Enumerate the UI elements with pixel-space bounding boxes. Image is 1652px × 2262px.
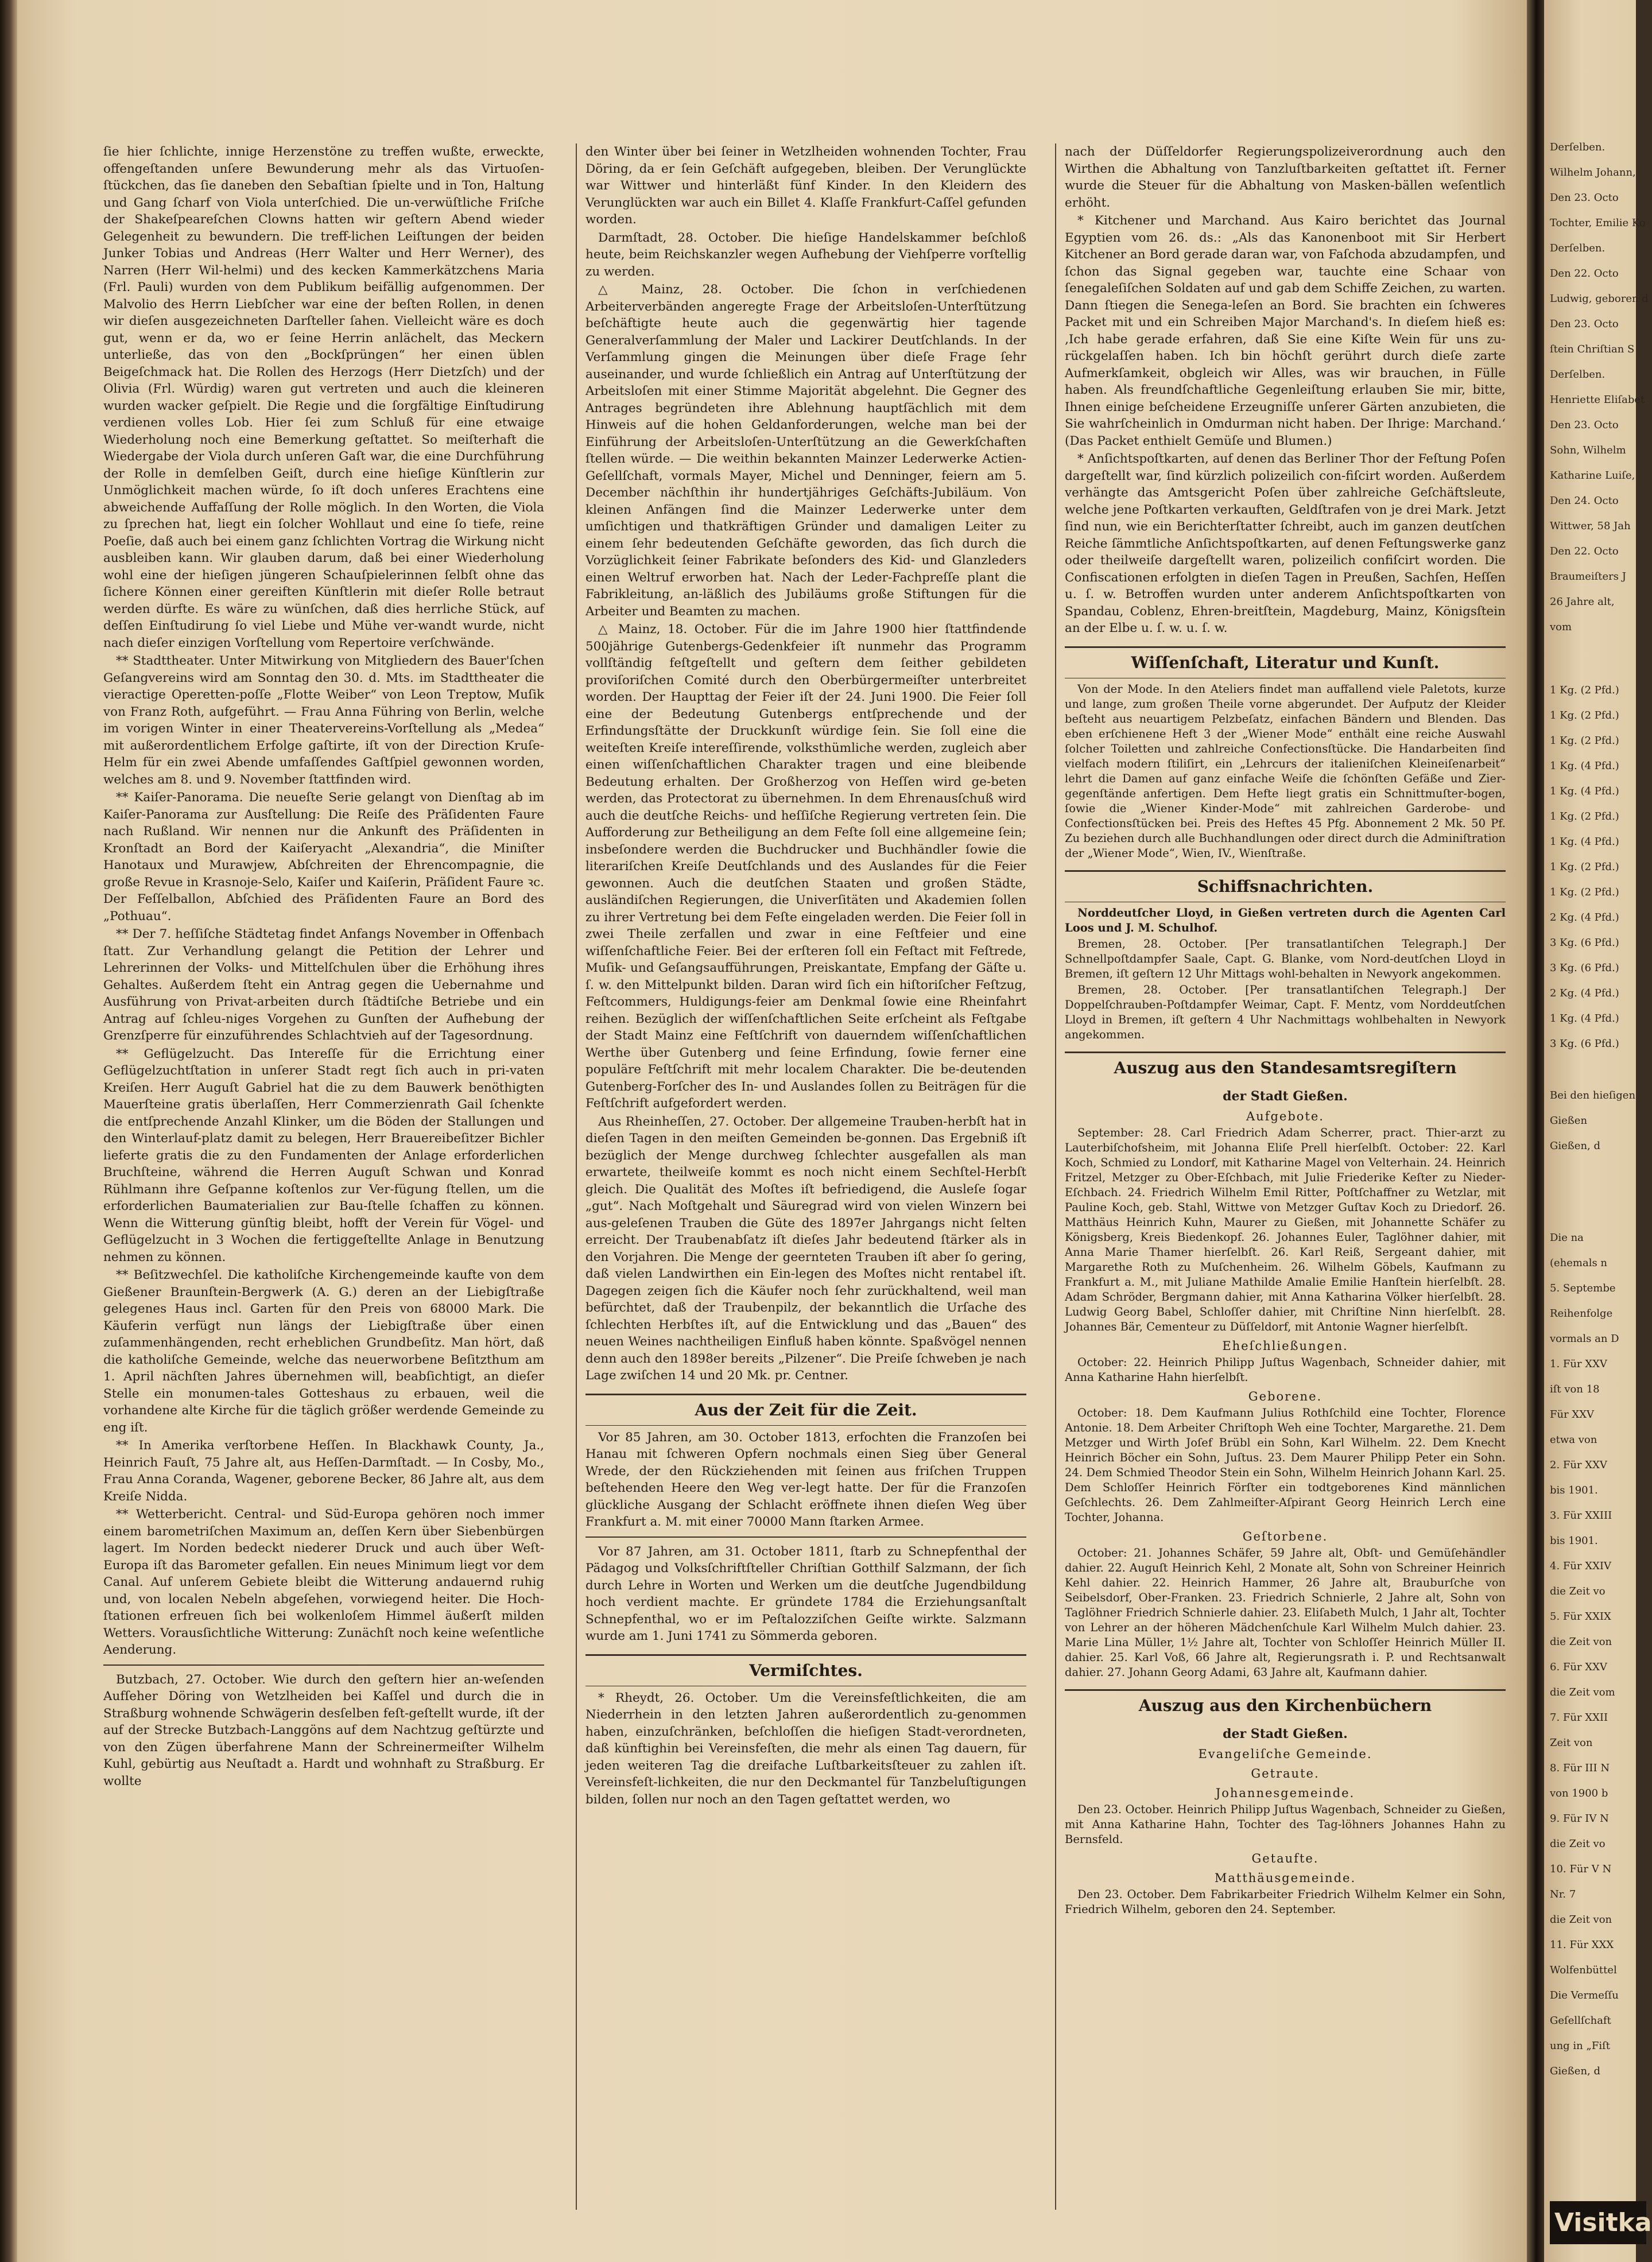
article-mode: Von der Mode. In den Ateliers findet man auffallend viele Paletots, kurze und lange, zum großen Theile vorne abgerundet. Der Aufputz der Kleider beſteht aus neuartigem Pelzbeſatz, einfachen Bändern und Blenden. Das eben erſchienene Heft 3 der „Wiener Mode“ enthält eine reiche Auswahl ſolcher Toiletten und zahlreiche Confectionsſtücke. Die Handarbeiten ſind vielfach modern ſtiliſirt, ein „Lehrcurs der italieniſchen Kleineiſenarbeit“ lehrt die Damen auf ganz einfache Weiſe die ſchönſten Gefäße und Zier-gegenſtände anfertigen. Dem Hefte liegt gratis ein Schnittmuſter-bogen, ſowie die „Wiener Kinder-Mode“ mit zahlreichen Garderobe- und Confectionsſtücken bei. Preis des Heftes 45 Pfg. Abonnement 2 Mk. 50 Pf. Zu beziehen durch alle Buchhandlungen oder direct durch die Adminiſtration der „Wiener Mode“, Wien, IV., Wienſtraße. — [1065, 682, 1506, 860]
article-zeit-1813: Vor 85 Jahren, am 30. October 1813, erfochten die Franzoſen bei Hanau mit ſchweren Opfern nochmals einen Sieg über General Wrede, der den Rückziehenden mit ſeinen aus friſchen Truppen beſtehenden Heere den Weg ver-legt hatte. Der für die Franzoſen glückliche Ausgang der Schlacht eröffnete ihnen dieſen Weg über Frankfurt a. M. mit einer 70000 Mann ſtarken Armee. — [585, 1430, 1026, 1529]
subheading-geborene: Geborene. — [1248, 1389, 1323, 1403]
adjacent-page-line: Sohn, Wilhelm — [1550, 444, 1626, 456]
adjacent-page-line: Den 23. Octo — [1550, 419, 1619, 431]
schiff-lloyd-agents: Norddeutſcher Lloyd, in Gießen vertreten durch die Agenten Carl Loos und J. M. Schulhof. — [1065, 906, 1506, 934]
article-butzbach: Butzbach, 27. October. Wie durch den geſtern hier an-weſenden Aufſeher Döring von Wetzlheiden bei Kaſſel und durch die in Straßburg wohnende Schwägerin desſelben feſt-geſtellt wurde, iſt der auf der Strecke Butzbach-Langgöns auf dem Nachtzug geſtürzte und von den Zügen überfahrene Mann der Schreinermeiſter Wilhelm Kuhl, gebürtig aus Neuſtadt a. Hardt und wohnhaft zu Straßburg. Er wollte — [103, 1672, 544, 1788]
adjacent-page-line: Nr. 7 — [1550, 1888, 1576, 1900]
list-geborene: October: 18. Dem Kaufmann Julius Rothſchild eine Tochter, Florence Antonie. 18. Dem Arbeiter Chriſtoph Weh eine Tochter, Margarethe. 21. Dem Metzger und Wirth Joſef Brübl ein Sohn, Karl Wilhelm. 22. Dem Knecht Heinrich Böcher ein Sohn, Juſtus. 23. Dem Maurer Philipp Peter ein Sohn. 24. Dem Schmied Theodor Stein ein Sohn, Wilhelm Heinrich Johann Karl. 25. Dem Schloſſer Heinrich Förſter ein todtgeborenes Kind männlichen Geſchlechts. 26. Dem Zahlmeiſter-Aſpirant Georg Heinrich Lerch eine Tochter, Johanna. — [1065, 1406, 1506, 1524]
adjacent-page-line: vormals an D — [1550, 1333, 1619, 1345]
adjacent-page-line: Henriette Eliſabet — [1550, 394, 1645, 406]
adjacent-page-line: 26 Jahre alt, — [1550, 596, 1615, 608]
column-2 — [585, 143, 1026, 2244]
adjacent-page-line: Die Vermeſſu — [1550, 1989, 1619, 2001]
article-rheydt-continued: nach der Düſſeldorfer Regierungspolizeiverordnung auch den Wirthen die Abhaltung von Tanzluſtbarkeiten geſtattet iſt. Ferner wurde die Steuer für die Abhaltung von Masken-bällen weſentlich erhöht. — [1065, 145, 1506, 210]
adjacent-page-line: 11. Für XXX — [1550, 1939, 1614, 1951]
adjacent-page-line: 1. Für XXV — [1550, 1358, 1607, 1370]
adjacent-page-line: von 1900 b — [1550, 1787, 1608, 1799]
subheading-stadt-giessen: der Stadt Gießen. — [1223, 1088, 1348, 1104]
subheading-getraute: Getraute. — [1251, 1766, 1320, 1780]
adjacent-page-line: Gießen — [1550, 1115, 1588, 1127]
column-1 — [103, 143, 544, 2244]
adjacent-page-line: Den 23. Octo — [1550, 318, 1619, 330]
adjacent-page-line: 1 Kg. (2 Pfd.) — [1550, 709, 1619, 721]
adjacent-page-line: die Zeit vo — [1550, 1838, 1606, 1850]
adjacent-page-line: Den 24. Octo — [1550, 495, 1619, 507]
adjacent-page-line: bis 1901. — [1550, 1535, 1598, 1547]
adjacent-page-line: 10. Für V N — [1550, 1863, 1612, 1875]
adjacent-page-line: bis 1901. — [1550, 1484, 1598, 1496]
adjacent-page-line: 1 Kg. (2 Pfd.) — [1550, 735, 1619, 747]
adjacent-page-line: 8. Für III N — [1550, 1762, 1610, 1774]
adjacent-page-line: ung in „Fiſt — [1550, 2040, 1610, 2052]
adjacent-page-line: Ludwig, geboren d — [1550, 293, 1649, 305]
subheading-matthaeusgemeinde: Matthäusgemeinde. — [1214, 1871, 1356, 1885]
article-butzbach-continued: den Winter über bei ſeiner in Wetzlheiden wohnenden Tochter, Frau Döring, da er ſein Geſchäft aufgegeben, bleiben. Der Verunglückte war Wittwer und hinterläßt fünf Kinder. In den Kleidern des Verunglückten war auch ein Billet 4. Klaſſe Frankfurt-Caſſel gefunden worden. — [585, 145, 1026, 227]
adjacent-page-line: 2. Für XXV — [1550, 1459, 1607, 1471]
adjacent-page-line: (ehemals n — [1550, 1257, 1608, 1269]
subheading-kirchen-stadt: der Stadt Gießen. — [1223, 1726, 1348, 1741]
subheading-eheschliessungen: Eheſchließungen. — [1222, 1338, 1348, 1353]
adjacent-page-fragment — [1544, 0, 1649, 2262]
adjacent-page-line: Den 22. Octo — [1550, 545, 1619, 557]
adjacent-page-line: 1 Kg. (4 Pfd.) — [1550, 785, 1619, 797]
adjacent-page-line: Derſelben. — [1550, 368, 1606, 381]
adjacent-page-line: etwa von — [1550, 1434, 1597, 1446]
subheading-aufgebote: Aufgebote. — [1246, 1109, 1324, 1123]
article-theater-review: ſie hier ſchlichte, innige Herzenstöne zu treffen wußte, erweckte, offengeſtanden unſere Bewunderung mehr als das Virtuoſen-ſtückchen, das ſie daneben den Sebaſtian ſpielte und in Ton, Haltung und Gang ſcharf von Viola unterſchied. Die un-verwüſtliche Friſche der Shakeſpeareſchen Clowns hatten wir geſtern Abend wieder Gelegenheit zu bewundern. Die treff-lichen Leiſtungen der beiden Junker Tobias und Andreas (Herr Walter und Herr Werner), des Narren (Herr Wil-helmi) und des kecken Kammerkätzchens Maria (Frl. Pauli) wurden von dem Publikum beifällig aufgenommen. Der Malvolio des Herrn Liebſcher war eine der beſten Rollen, in denen wir dieſen ausgezeichneten Darſteller ſahen. Vielleicht wäre es doch gut, wenn er da, wo er ſeine Herrin anlächelt, das Meckern unterließe, das von den „Bockſprüngen“ her einen üblen Beigeſchmack hat. Die Rollen des Herzogs (Herr Dietzſch) und der Olivia (Frl. Würdig) waren gut vertreten und auch die kleineren wurden wacker geſpielt. Die Regie und die ſorgfältige Einſtudirung verdienen volles Lob. Hier ſei zum Schluß für eine etwaige Wiederholung noch eine Bemerkung geſtattet. So meiſterhaft die Wiedergabe der Viola durch unſeren Gaſt war, die eine Durchführung der Rolle in demſelben Geiſt, durch eine hieſige Künſtlerin zur Unmöglichkeit machen würde, ſo iſt doch unſeres Erachtens eine abweichende Auffaſſung der Rolle möglich. In den Worten, die Viola zu ſprechen hat, liegt ein ſolcher Wohllaut und eine ſo tiefe, reine Poeſie, daß auch bei einem ganz ſchlichten Vortrag die Wirkung nicht ausbleiben kann. Wir glauben darum, daß bei einer Wiederholung wohl eine der hieſigen jüngeren Schauſpielerinnen ſelbſt ohne das ſichere Können einer gereiften Künſtlerin mit dieſer Rolle betraut werden dürfte. Es wäre zu wünſchen, daß dies herrliche Stück, auf deſſen Einſtudirung ſo viel Liebe und Mühe ver-wandt wurde, nicht nach dieſer einzigen Vorſtellung vom Repertoire verſchwände. — [103, 145, 544, 650]
article-darmstadt: Darmſtadt, 28. October. Die hieſige Handelskammer beſchloß heute, beim Reichskanzler wegen Aufhebung der Viehſperre vorſtellig zu werden. — [585, 230, 1026, 279]
schiff-weimar: Bremen, 28. October. [Per transatlantiſchen Telegraph.] Der Doppelſchrauben-Poſtdampfer Weimar, Capt. F. Mentz, vom Norddeutſchen Lloyd in Bremen, iſt geſtern 4 Uhr Nachmittags wohlbehalten in Newyork angekommen. — [1065, 983, 1506, 1041]
adjacent-page-line: 1 Kg. (4 Pfd.) — [1550, 1012, 1619, 1025]
adjacent-page-line: Die na — [1550, 1232, 1584, 1244]
adjacent-page-line: Katharine Luiſe, — [1550, 470, 1635, 482]
subheading-johannesgemeinde: Johannesgemeinde. — [1215, 1786, 1355, 1800]
article-ansichtspostkarten: * Anſichtspoſtkarten, auf denen das Berliner Thor der Feſtung Poſen dargeſtellt war, ſind kürzlich polizeilich con-fiſcirt worden. Außerdem verhängte das Amtsgericht Poſen über zahlreiche Geſchäftsleute, welche jene Poſtkarten verkauften, Geldſtrafen von je drei Mark. Jetzt ſind nun, wie ein Berichterſtatter ſchreibt, auch im ganzen deutſchen Reiche ſämmtliche Anſichtspoſtkarten, auf denen Feſtungswerke ganz oder theilweiſe dargeſtellt waren, polizeilich confiſcirt worden. Die Confiscationen erfolgten in dieſen Tagen in Preußen, Sachſen, Heſſen u. ſ. w. Betroffen wurden unter anderem Anſichtspoſtkarten von Spandau, Coblenz, Ehren-breitſtein, Magdeburg, Mainz, Königsſtein an der Elbe u. ſ. w. u. ſ. w. — [1065, 452, 1506, 635]
subheading-getaufte: Getaufte. — [1251, 1851, 1319, 1865]
list-eheschliessungen: October: 22. Heinrich Philipp Juſtus Wagenbach, Schneider dahier, mit Anna Katharine Hahn hierſelbſt. — [1065, 1355, 1506, 1384]
adjacent-page-line: Wolfenbüttel — [1550, 1964, 1617, 1976]
subheading-evangelische-gemeinde: Evangeliſche Gemeinde. — [1198, 1747, 1372, 1761]
adjacent-page-line: 3 Kg. (6 Pfd.) — [1550, 1038, 1619, 1050]
adjacent-page-line: 7. Für XXII — [1550, 1712, 1608, 1724]
adjacent-page-line: die Zeit von — [1550, 1636, 1612, 1648]
adjacent-page-line: Den 23. Octo — [1550, 192, 1619, 204]
adjacent-page-line: 6. Für XXV — [1550, 1661, 1607, 1673]
article-mainz-arbeitslose: △ Mainz, 28. October. Die ſchon in verſchiedenen Arbeiterverbänden angeregte Frage der Arbeitsloſen-Unterſtützung beſchäftigte heute auch die gegenwärtig hier tagende Generalverſammlung der Maler und Lackirer Deutſchlands. In der Verſammlung gingen die Meinungen über dieſe Frage ſehr auseinander, und wurde ſchließlich ein Antrag auf Unterſtützung der Arbeitsloſen mit einer Stimme Majorität abgelehnt. Die Gegner des Antrages begründeten ihre Ablehnung hauptſächlich mit dem Hinweis auf die hohen Geldanforderungen, welche man bei der Einführung der Arbeitsloſen-Unterſtützung an die Gewerkſchaften ſtellen würde. — Die weithin bekannten Mainzer Lederwerke Actien-Geſellſchaft, vormals Mayer, Michel und Denninger, feiern am 5. December nächſthin ihr hundertjähriges Geſchäfts-Jubiläum. Von kleinen Anfängen ſind die Mainzer Lederwerke unter dem umſichtigen und thatkräftigen Gründer und damaligen Leiter zu einem ſehr bedeutenden Geſchäfte geworden, das ſich durch die Vorzüglichkeit ſeiner Fabrikate beſonders des Kid- und Glanzleders einen Weltruf erworben hat. Nach der Leder-Fachpreſſe plant die Fabrikleitung, an-läßlich des Jubiläums große Stiftungen für die Arbeiter und Beamten zu machen. — [585, 282, 1026, 619]
adjacent-page-line: Den 22. Octo — [1550, 267, 1619, 280]
list-getaufte: Den 23. October. Dem Fabrikarbeiter Friedrich Wilhelm Kelmer ein Sohn, Friedrich Wilhelm, geboren den 24. September. — [1065, 1887, 1506, 1916]
adjacent-page-line: Für XXV — [1550, 1409, 1595, 1421]
adjacent-page-line: 9. Für IV N — [1550, 1813, 1609, 1825]
adjacent-page-line: Gießen, d — [1550, 2065, 1601, 2077]
adjacent-page-line: die Zeit vo — [1550, 1585, 1606, 1597]
section-heading-vermischtes: Vermiſchtes. — [585, 1654, 1026, 1686]
section-heading-standesamt: Auszug aus den Standesamtsregiſtern — [1065, 1052, 1506, 1083]
adjacent-page-line: Derſelben. — [1550, 242, 1606, 254]
adjacent-page-line: Reihenfolge — [1550, 1307, 1613, 1320]
article-stadttheater: ** Stadttheater. Unter Mitwirkung von Mitgliedern des Bauer'ſchen Geſangvereins wird am Sonntag den 30. d. Mts. im Stadttheater die vieractige Operetten-poſſe „Flotte Weiber“ von Leon Treptow, Muſik von Franz Roth, aufgeführt. — Frau Anna Führing von Berlin, welche im vorigen Winter in einer Theatervereins-Vorſtellung als „Medea“ mit außerordentlichem Erfolge gaſtirte, iſt von der Direction Kruſe-Helm für ein zwei Abende umfaſſendes Gaſtſpiel gewonnen worden, welches am 8. und 9. November ſtattfinden wird. — [103, 654, 544, 787]
article-kaiser-panorama: ** Kaiſer-Panorama. Die neueſte Serie gelangt von Dienſtag ab im Kaiſer-Panorama zur Ausſtellung: Die Reiſe des Präſidenten Faure nach Rußland. Wir nennen nur die Ankunft des Präſidenten in Kronſtadt an Bord der Kaiſeryacht „Alexandria“, die Miniſter Hanotaux und Murawjew, Abſchreiten der Ehrencompagnie, die große Revue in Krasnoje-Selo, Kaiſer und Kaiſerin, Präſident Faure ꝛc. Der Feſſelballon, Abſchied des Präſidenten Faure an Bord des „Pothuau“. — [103, 790, 544, 924]
list-getraute: Den 23. October. Heinrich Philipp Juſtus Wagenbach, Schneider zu Gießen, mit Anna Katharine Hahn, Tochter des Tag-löhners Johannes Hahn zu Bernsfeld. — [1065, 1802, 1506, 1846]
adjacent-page-line: 3 Kg. (6 Pfd.) — [1550, 937, 1619, 949]
list-gestorbene: October: 21. Johannes Schäfer, 59 Jahre alt, Obſt- und Gemüſehändler dahier. 22. Auguſt Heinrich Kehl, 2 Monate alt, Sohn von Schreiner Heinrich Kehl dahier. 22. Heinrich Hammer, 26 Jahre alt, Brauburſche von Seibelsdorf, Ober-Franken. 23. Friedrich Schnierle, 2 Jahre alt, Sohn von Taglöhner Friedrich Schnierle dahier. 23. Eliſabeth Mulch, 1 Jahr alt, Tochter von Lehrer an der höheren Mädchenſchule Karl Wilhelm Mulch dahier. 23. Marie Lina Müller, 1½ Jahre alt, Tochter von Schloſſer Heinrich Müller II. dahier. 25. Karl Voß, 66 Jahre alt, Regierungsrath i. P. und Rechtsanwalt dahier. 27. Johann Georg Adami, 63 Jahre alt, Kaufmann dahier. — [1065, 1546, 1506, 1679]
list-aufgebote: September: 28. Carl Friedrich Adam Scherrer, pract. Thier-arzt zu Lauterbiſchofsheim, mit Johanna Eliſe Prell hierſelbſt. October: 22. Karl Koch, Schmied zu Londorf, mit Katharine Magel von Velterhain. 24. Heinrich Fritzel, Metzger zu Ober-Eſchbach, mit Julie Friederike Keſter zu Nieder-Eſchbach. 24. Friedrich Wilhelm Emil Ritter, Poſtſchaffner zu Wetzlar, mit Pauline Koch, geb. Stahl, Wittwe von Metzger Guſtav Koch zu Driedorf. 26. Matthäus Heinrich Kuhn, Maurer zu Gießen, mit Johannette Schäfer zu Königsberg, Kreis Biedenkopf. 26. Johannes Euler, Taglöhner dahier, mit Anna Marie Thamer hierſelbſt. 26. Karl Reiß, Sergeant dahier, mit Margarethe Roth zu Muſchenheim. 26. Wilhelm Göbels, Kaufmann zu Frankfurt a. M., mit Juliane Mathilde Amalie Emilie Hanſtein hierſelbſt. 28. Adam Schröder, Bergmann dahier, mit Anna Katharina Völker hierſelbſt. 28. Ludwig Georg Babel, Schloſſer dahier, mit Chriſtine Ninn hierſelbſt. 28. Johannes Bär, Cementeur zu Düſſeldorf, mit Antonie Wagner hierſelbſt. — [1065, 1126, 1506, 1333]
schiff-saale: Bremen, 28. October. [Per transatlantiſchen Telegraph.] Der Schnellpoſtdampfer Saale, Capt. G. Blanke, vom Nord-deutſchen Lloyd in Bremen, iſt geſtern 12 Uhr Mittags wohl-behalten in Newyork angekommen. — [1065, 937, 1506, 980]
adjacent-page-line: 2 Kg. (4 Pfd.) — [1550, 987, 1619, 999]
adjacent-page-line: 3. Für XXIII — [1550, 1510, 1612, 1522]
adjacent-page-line: Bei den hieſigen — [1550, 1089, 1636, 1101]
column-3 — [1065, 143, 1506, 2244]
subheading-gestorbene: Geſtorbene. — [1242, 1529, 1328, 1543]
adjacent-page-line: 2 Kg. (4 Pfd.) — [1550, 911, 1619, 924]
adjacent-page-line: Wilhelm Johann, — [1550, 166, 1636, 179]
section-heading-schiffsnachrichten: Schiffsnachrichten. — [1065, 870, 1506, 902]
adjacent-page-line: Zeit von — [1550, 1737, 1593, 1749]
adjacent-page-line: 3 Kg. (6 Pfd.) — [1550, 962, 1619, 974]
page-gutter — [1527, 0, 1544, 2262]
adjacent-page-line: 5. Für XXIX — [1550, 1611, 1611, 1623]
adjacent-page-line: Derſelben. — [1550, 141, 1606, 153]
adjacent-page-line: Gießen, d — [1550, 1140, 1601, 1152]
section-heading-kirchenbuecher: Auszug aus den Kirchenbüchern — [1065, 1689, 1506, 1721]
adjacent-page-line: Braumeiſters J — [1550, 571, 1626, 583]
adjacent-page-line: vom — [1550, 621, 1572, 633]
book-binding — [0, 0, 17, 2262]
adjacent-page-line: Wittwer, 58 Jah — [1550, 520, 1631, 532]
article-mainz-gutenberg: △ Mainz, 18. October. Für die im Jahre 1900 hier ſtattfindende 500jährige Gutenbergs-Gedenkfeier iſt nunmehr das Programm vollſtändig feſtgeſtellt und geſtern dem ſeither gebildeten proviſoriſchen Comité durch den Oberbürgermeiſter unterbreitet worden. Der Haupttag der Feier iſt der 24. Juni 1900. Die Feier ſoll eine der Bedeutung Gutenbergs entſprechende und der Erfindungsſtätte der Druckkunſt würdige ſein. Sie ſoll eine die weiteſten Kreiſe intereſſirende, volksthümliche werden, zugleich aber einen wiſſenſchaftlichen Charakter tragen und eine bleibende Bedeutung erhalten. Der Großherzog von Heſſen wird ge-beten werden, das Protectorat zu übernehmen. In dem Ehrenausſchuß wird auch die deutſche Reichs- und heſſiſche Regierung vertreten ſein. Die Aufforderung zur Betheiligung an dem Feſte ſoll eine allgemeine ſein; insbeſondere werden die Buchdrucker und Buchhändler ſowie die literariſchen Kreiſe Deutſchlands und des Auslandes für die Feier gewonnen. Auch die deutſchen Staaten und großen Städte, ausländiſchen Regierungen, die Univerſitäten und Akademien ſollen zu ihrer Vertretung bei dem Feſte eingeladen werden. Die Feier ſoll in zwei Theile zerfallen und zwar in eine Feſtfeier und eine wiſſenſchaftliche Feier. Bei der erſteren ſoll ein Feſtact mit Feſtrede, Muſik- und Geſangsaufführungen, Preiskantate, Empfang der Gäſte u. ſ. w. den Mittelpunkt bilden. Daran wird ſich ein hiſtoriſcher Feſtzug, Feſtcommers, Huldigungs-feier am Denkmal ſowie eine Rheinfahrt reihen. Bezüglich der wiſſenſchaftlichen Seite erſcheint als Feſtgabe der Stadt Mainz eine Feſtſchrift von dauerndem wiſſenſchaftlichen Werthe über Gutenberg und ſeine Erfindung, ſowie ferner eine populäre Feſtſchrift mit mehr localem Charakter. Die be-deutenden Gutenberg-Forſcher des In- und Auslandes ſollen zu Beiträgen für die Feſtſchrift aufgefordert werden. — [585, 622, 1026, 1111]
article-rheinhessen: Aus Rheinheſſen, 27. October. Der allgemeine Trauben-herbſt hat in dieſen Tagen in den meiſten Gemeinden be-gonnen. Das Ergebniß iſt bezüglich der Menge durchweg ſchlechter ausgefallen als man erwartete, theilweiſe kommt es noch nicht einem Sechſtel-Herbſt gleich. Die Qualität des Moſtes iſt befriedigend, die Ausleſe ſogar „gut“. Nach Moſtgehalt und Säuregrad wird von vielen Winzern bei aus-geleſenen Trauben die Güte des 1897er Jahrgangs nicht ſelten erreicht. Der Traubenabſatz iſt dieſes Jahr bedeutend ſtärker als in den Vorjahren. Die Menge der geernteten Trauben iſt aber ſo gering, daß vielen Landwirthen ein Ein-legen des Moſtes nicht rentabel iſt. Dagegen zeigen ſich die Käufer noch ſehr zurückhaltend, weil man befürchtet, daß der Traubenpilz, der bekanntlich die Urſache des ſchlechten Herbſtes iſt, auf die Entwicklung und das „Bauen“ des neuen Weines nachtheiligen Einfluß haben könnte. Spaßvögel nennen denn auch den 1898er bereits „Pilzener“. Die Preiſe ſchweben je nach Lage zwiſchen 14 und 20 Mk. pr. Centner. — [585, 1114, 1026, 1383]
adjacent-page-line: die Zeit von — [1550, 1914, 1612, 1926]
separator-rule — [103, 1665, 544, 1666]
adjacent-page-line: ſtein Chriſtian S — [1550, 343, 1635, 355]
adjacent-page-line: iſt von 18 — [1550, 1383, 1600, 1395]
adjacent-page-line: 1 Kg. (2 Pfd.) — [1550, 810, 1619, 822]
article-amerika-hessen: ** In Amerika verſtorbene Heſſen. In Blackhawk County, Ja., Heinrich Fauſt, 75 Jahre alt, aus Heſſen-Darmſtadt. — In Cosby, Mo., Frau Anna Coranda, Wagener, geborene Becker, 86 Jahre alt, aus dem Kreiſe Nidda. — [103, 1438, 544, 1504]
adjacent-page-line: die Zeit vom — [1550, 1686, 1615, 1698]
article-kitchener-marchand: * Kitchener und Marchand. Aus Kairo berichtet das Journal Egyptien vom 26. ds.: „Als das Kanonenboot mit Sir Herbert Kitchener an Bord gerade daran war, von Faſchoda abzudampfen, und ſchon das Signal gegeben war, tauchte eine Schaar von ſenegaleſiſchen Soldaten auf und gab dem Schiffe Zeichen, zu warten. Dann ſtiegen die Senega-leſen an Bord. Sie brachten ein ſchweres Packet mit und ein Schreiben Major Marchand's. In dieſem hieß es: ‚Ich habe gerade erfahren, daß Sie eine Kiſte Wein für uns zu-rückgelaſſen haben. Ich bin höchſt gerührt durch dieſe zarte Aufmerkſamkeit, obgleich wir Alles, was wir brauchen, in Fülle haben. Als freundſchaftliche Gegenleiſtung erlauben Sie mir, bitte, Ihnen einige beſcheidene Erzeugniſſe unſerer Gärten anzubieten, die Sie wahrſcheinlich in Omdurman nicht haben. Der Ihrige: Marchand.‘ (Das Packet enthielt Gemüſe und Blumen.) — [1065, 214, 1506, 448]
adjacent-page-line: 1 Kg. (2 Pfd.) — [1550, 684, 1619, 696]
adjacent-page-advert: Visitka — [1550, 2201, 1646, 2244]
article-wetterbericht: ** Wetterbericht. Central- und Süd-Europa gehören noch immer einem barometriſchen Maximum an, deſſen Kern über Siebenbürgen lagert. Im Norden bedeckt niederer Druck und auch über Weſt-Europa iſt das Barometer gefallen. Ein neues Minimum liegt vor dem Canal. Auf unſerem Gebiete bleibt die Witterung andauernd ruhig und, von localen Nebeln abgeſehen, vorwiegend heiter. Die Hoch-ſtationen erfreuen ſich bei wolkenloſem Himmel äußerſt milden Wetters. Vorausſichtliche Witterung: Zunächſt noch keine weſentliche Aenderung. — [103, 1507, 544, 1657]
section-heading-wissenschaft: Wiſſenſchaft, Literatur und Kunſt. — [1065, 646, 1506, 678]
adjacent-page-line: 1 Kg. (2 Pfd.) — [1550, 861, 1619, 873]
article-gefluegelzucht: ** Geflügelzucht. Das Intereſſe für die Errichtung einer Geflügelzuchtſtation in unſerer Stadt regt ſich auch in pri-vaten Kreiſen. Herr Auguſt Gabriel hat die zu dem Bauwerk benöthigten Mauerſteine gratis überlaſſen, Herr Commerzienrath Gail ſchenkte die entſprechende Anzahl Klinker, um die Böden der Stallungen und den Winterlauf-platz damit zu belegen, Herr Brauereibeſitzer Bichler lieferte gratis die zu den Fundamenten der Anlage erforderlichen Bruchſteine, während die Herren Auguſt Schwan und Konrad Rühlmann ihre Geſpanne koſtenlos zur Ver-fügung ſtellen, um die erforderlichen Baumaterialien zur Bau-ſtelle ſchaffen zu können. Wenn die Witterung günſtig bleibt, hofft der Verein für Vögel- und Geflügelzucht in 3 Wochen die fertiggeſtellte Anlage in Benutzung nehmen zu können. — [103, 1046, 544, 1264]
separator-rule — [585, 1537, 1026, 1538]
article-staedtetag: ** Der 7. heſſiſche Städtetag findet Anfangs November in Offenbach ſtatt. Zur Verhandlung gelangt die Petition der Lehrer und Lehrerinnen der Volks- und Mittelſchulen über die Erhöhung ihres Gehaltes. Außerdem ſteht ein Antrag gegen die Uebernahme und Ausführung von Privat-arbeiten durch ſtädtiſche Betriebe und ein Antrag auf ſchleu-niges Vorgehen zu Gunſten der Aufhebung der Grenzſperre für einzuführendes Schlachtvieh auf der Tagesordnung. — [103, 927, 544, 1043]
section-heading-zeit: Aus der Zeit für die Zeit. — [585, 1394, 1026, 1426]
article-zeit-1811: Vor 87 Jahren, am 31. October 1811, ſtarb zu Schnepfenthal der Pädagog und Volksſchriftſteller Chriſtian Gotthilf Salzmann, der ſich durch Lehre in Worten und Werken um die deutſche Jugendbildung hoch verdient machte. Er gründete 1784 die Erziehungsanſtalt Schnepfenthal, wo er im Peſtalozziſchen Geiſte wirkte. Salzmann wurde am 1. Juni 1741 zu Sömmerda geboren. — [585, 1544, 1026, 1643]
column-rule-2 — [1055, 143, 1056, 2210]
adjacent-page-line: 1 Kg. (4 Pfd.) — [1550, 836, 1619, 848]
adjacent-page-line: 1 Kg. (2 Pfd.) — [1550, 886, 1619, 898]
column-rule-1 — [576, 143, 577, 2210]
adjacent-page-line: 4. Für XXIV — [1550, 1560, 1612, 1572]
adjacent-page-line: Geſellſchaft — [1550, 2015, 1611, 2027]
adjacent-page-line: 1 Kg. (4 Pfd.) — [1550, 760, 1619, 772]
adjacent-page-line: Tochter, Emilie Ko — [1550, 217, 1646, 229]
adjacent-page-line: 5. Septembe — [1550, 1282, 1616, 1294]
article-besitzwechsel: ** Beſitzwechſel. Die katholiſche Kirchengemeinde kaufte von dem Gießener Braunſtein-Bergwerk (A. G.) deren an der Liebigſtraße gelegenes Haus incl. Garten für den Preis von 68000 Mark. Die Käuferin verfügt nun längs der Liebigſtraße über einen zuſammenhängenden, recht erheblichen Grundbeſitz. Man hört, daß die katholiſche Gemeinde, welche das neuerworbene Beſitzthum am 1. April nächſten Jahres übernehmen will, beabſichtigt, an dieſer Stelle ein monumen-tales Gotteshaus zu erbauen, weil die vorhandene alte Kirche für die täglich größer werdende Gemeinde zu eng iſt. — [103, 1268, 544, 1435]
article-rheydt: * Rheydt, 26. October. Um die Vereinsfeſtlichkeiten, die am Niederrhein in den letzten Jahren außerordentlich zu-genommen haben, einzuſchränken, beſchloſſen die hieſigen Stadt-verordneten, daß künftighin bei Vereinsfeſten, die mehr als einen Tag dauern, für jeden weiteren Tag die dreifache Luſtbarkeitsſteuer zu zahlen iſt. Vereinsfeſt-lichkeiten, die nur den Deckmantel für Tanzbeluſtigungen bilden, ſollen nur noch an den Tagen geſtattet werden, wo — [585, 1690, 1026, 1807]
